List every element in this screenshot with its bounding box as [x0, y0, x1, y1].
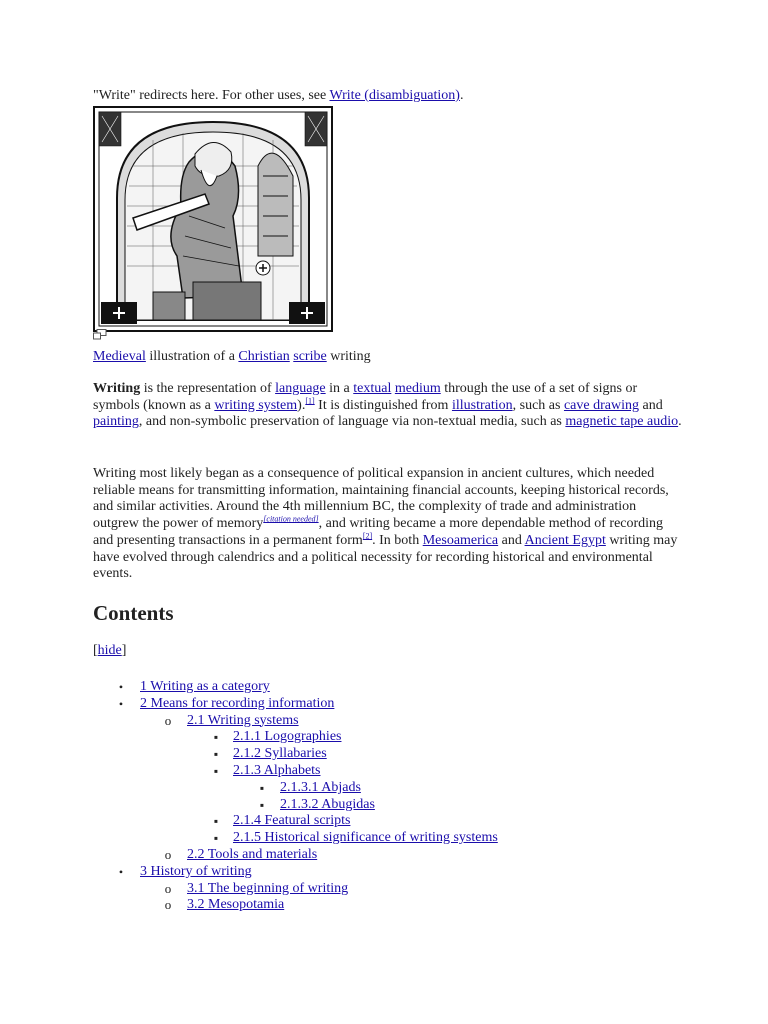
text-run: , and writing became a more dependable method of recording and presenting transactions in a permanent form	[93, 516, 664, 548]
toc-link-2-means-for-recording-information[interactable]: 2 Means for recording information	[140, 695, 335, 711]
toc-bullet: •	[118, 680, 124, 694]
toc-link-3-history-of-writing[interactable]: 3 History of writing	[140, 863, 252, 879]
magnify-clip-icon[interactable]	[93, 329, 107, 345]
scribe-illustration[interactable]	[93, 106, 333, 332]
table-of-contents	[93, 679, 683, 914]
toc-item	[93, 830, 683, 847]
toc-bullet: ▪	[213, 814, 219, 829]
christian-link[interactable]: Christian	[238, 349, 290, 364]
toc-bullet: o	[164, 897, 172, 913]
text-run: and	[638, 397, 663, 413]
magnetic-tape-audio-link[interactable]: magnetic tape audio	[565, 414, 679, 430]
text-run: , and non-symbolic preservation of language via non-textual media, such as	[138, 414, 566, 430]
toc-bullet: ▪	[213, 747, 219, 762]
toc-link-2-1-3-2-abugidas[interactable]: 2.1.3.2 Abugidas	[280, 796, 375, 812]
text-run: is the representation of	[140, 381, 276, 396]
toc-link-2-1-1-logographies[interactable]: 2.1.1 Logographies	[233, 729, 342, 745]
toc-item	[93, 729, 683, 746]
intro-paragraph	[93, 381, 683, 431]
toc-link-3-1-the-beginning-of-writing[interactable]: 3.1 The beginning of writing	[187, 880, 349, 896]
writing-system-link[interactable]: writing system	[214, 397, 298, 413]
toc-item	[93, 813, 683, 830]
citation-1-link[interactable]: [1]	[305, 396, 315, 406]
footnote-marker	[305, 396, 314, 405]
toc-item	[93, 713, 683, 730]
toc-item	[93, 797, 683, 814]
text-run: It is distinguished from	[314, 397, 452, 413]
toc-bullet: ▪	[213, 763, 219, 778]
scribe-link[interactable]: scribe	[293, 349, 327, 364]
text-run: writing may have evolved through calendrics and a political necessity for recording historical and environmental events.	[93, 532, 678, 582]
text-run: ).	[297, 397, 306, 413]
toc-item	[93, 696, 683, 713]
toc-item	[93, 763, 683, 780]
toc-item	[93, 864, 683, 881]
toc-item	[93, 897, 683, 914]
toc-bullet: o	[164, 712, 172, 728]
text-run: writing	[326, 349, 371, 364]
toc-bullet: ▪	[213, 730, 219, 745]
citation-2-link[interactable]: [2]	[362, 531, 373, 541]
toc-toggle	[93, 643, 126, 659]
toc-toggle-bracket-close: ]	[121, 643, 127, 658]
toc-bullet: o	[164, 880, 172, 896]
toc-link-2-1-writing-systems[interactable]: 2.1 Writing systems	[187, 712, 299, 728]
toc-bullet: ▪	[259, 797, 265, 812]
toc-item	[93, 881, 683, 898]
toc-bullet: •	[118, 696, 124, 711]
footnote-marker	[363, 531, 372, 540]
language-link[interactable]: language	[275, 381, 326, 396]
text-run: . In both	[372, 532, 423, 548]
text-run: and	[498, 532, 525, 548]
toc-bullet: ▪	[213, 831, 219, 846]
toc-item	[93, 679, 683, 696]
textual-link[interactable]: textual	[353, 381, 392, 396]
term-bold: Writing	[93, 381, 141, 396]
medieval-link[interactable]: Medieval	[93, 349, 146, 364]
text-run: illustration of a	[145, 349, 239, 364]
text-run: .	[678, 414, 682, 430]
ancient-egypt-link[interactable]: Ancient Egypt	[524, 532, 606, 548]
cave-drawing-link[interactable]: cave drawing	[563, 397, 639, 413]
toc-link-2-1-2-syllabaries[interactable]: 2.1.2 Syllabaries	[233, 746, 327, 762]
text-run: Writing most likely began as a consequence of political expansion in ancient cultures, which needed reliable means for transmitting information, maintaining financial accounts, keeping historical records, and similar activities. Around the 4th millennium BC, the complexity of trade and administration outgrew the power of memory	[93, 466, 669, 532]
mesoamerica-link[interactable]: Mesoamerica	[422, 532, 499, 548]
contents-heading: Contents	[93, 601, 174, 625]
hatnote	[93, 87, 463, 105]
toc-bullet: •	[118, 864, 124, 879]
toc-link-2-2-tools-and-materials[interactable]: 2.2 Tools and materials	[187, 846, 318, 862]
text-run: in a	[325, 381, 354, 396]
illustration-link[interactable]: illustration	[451, 397, 513, 413]
toc-link-2-1-3-alphabets[interactable]: 2.1.3 Alphabets	[233, 762, 321, 778]
toc-link-3-2-mesopotamia[interactable]: 3.2 Mesopotamia	[187, 897, 285, 913]
disambiguation-link[interactable]: Write (disambiguation)	[329, 88, 460, 103]
hatnote-text: "Write" redirects here. For other uses, see	[93, 88, 330, 103]
hatnote-period: .	[459, 88, 464, 103]
toc-item	[93, 746, 683, 763]
toc-link-2-1-3-1-abjads[interactable]: 2.1.3.1 Abjads	[280, 779, 361, 795]
figure-caption	[93, 348, 371, 366]
toc-bullet: o	[164, 846, 172, 862]
scribe-engraving-image	[93, 106, 333, 332]
toc-link-1-writing-as-a-category[interactable]: 1 Writing as a category	[140, 679, 270, 694]
toc-item	[93, 780, 683, 797]
citation-citation-needed-link[interactable]: [citation needed]	[263, 514, 319, 524]
toc-hide-link[interactable]: hide	[97, 643, 122, 658]
history-paragraph	[93, 466, 683, 583]
toc-link-2-1-5-historical-significance-of-writing-systems[interactable]: 2.1.5 Historical significance of writing systems	[233, 830, 498, 846]
toc-bullet: ▪	[259, 780, 265, 795]
painting-link[interactable]: painting	[93, 414, 139, 430]
toc-link-2-1-4-featural-scripts[interactable]: 2.1.4 Featural scripts	[233, 813, 351, 829]
text-run: through the use of a set of signs or symbols (known as a	[93, 381, 638, 413]
footnote-marker	[263, 514, 318, 523]
toc-item	[93, 847, 683, 864]
text-run: , such as	[512, 397, 564, 413]
toc-toggle-bracket-open: [	[93, 643, 98, 658]
medium-link[interactable]: medium	[394, 381, 441, 396]
